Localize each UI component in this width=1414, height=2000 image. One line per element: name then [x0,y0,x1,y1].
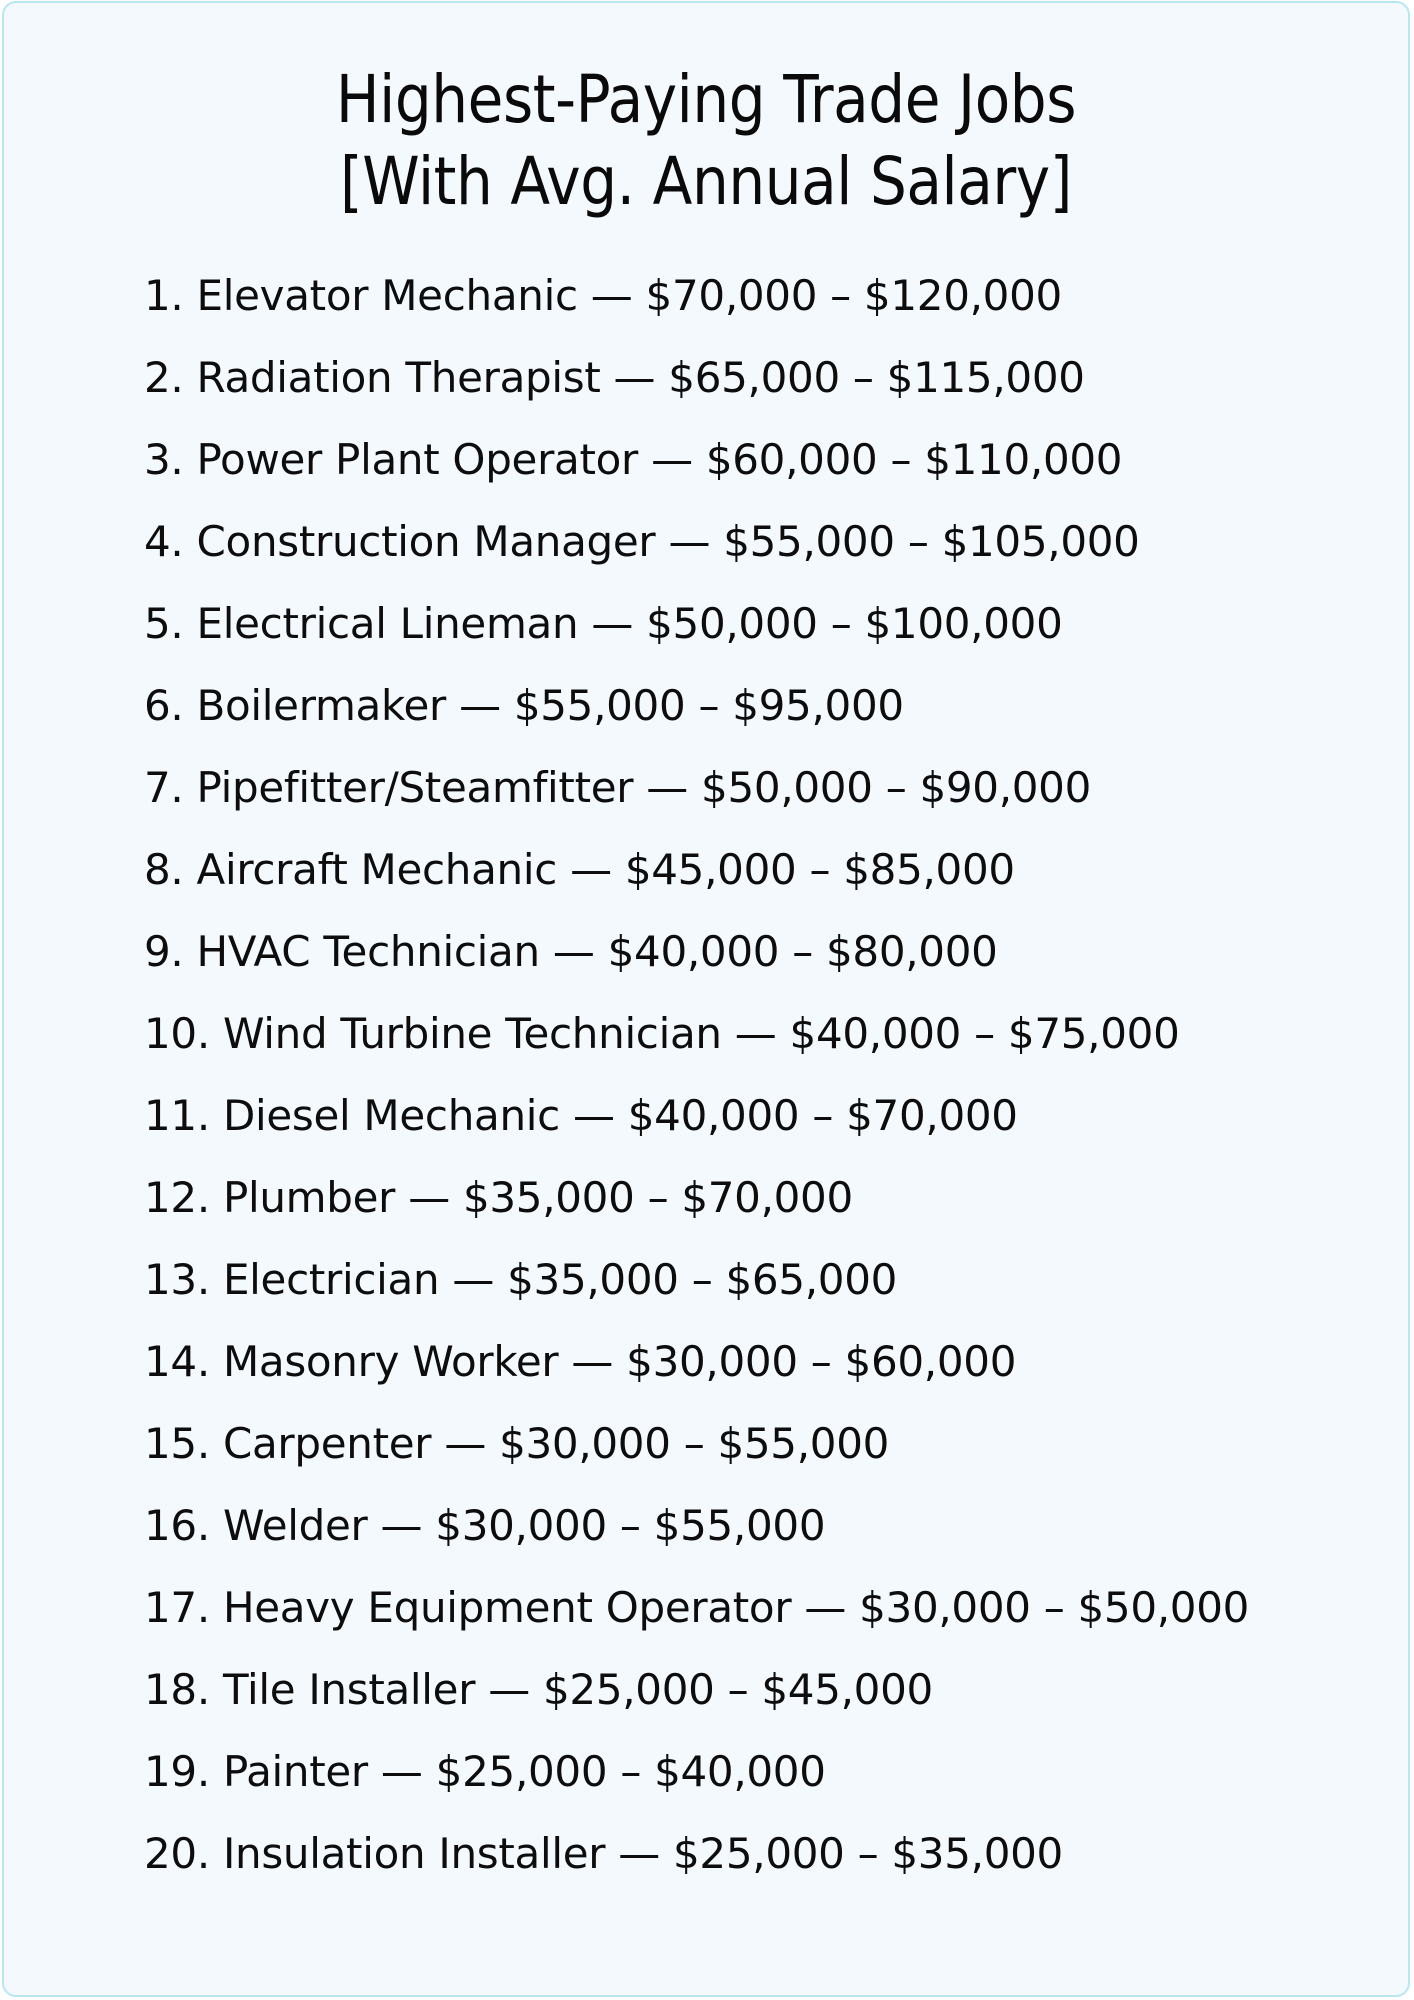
job-item-13: 13. Electrician — $35,000 – $65,000 [144,1255,898,1304]
job-item-1: 1. Elevator Mechanic — $70,000 – $120,000 [144,271,1062,320]
job-item-8: 8. Aircraft Mechanic — $45,000 – $85,000 [144,845,1015,894]
job-item-19: 19. Painter — $25,000 – $40,000 [144,1747,826,1796]
salary-card [2,1,1410,1997]
job-item-17: 17. Heavy Equipment Operator — $30,000 – $50,000 [144,1583,1250,1632]
job-item-6: 6. Boilermaker — $55,000 – $95,000 [144,681,904,730]
job-item-16: 16. Welder — $30,000 – $55,000 [144,1501,826,1550]
job-item-20: 20. Insulation Installer — $25,000 – $35,000 [144,1829,1063,1878]
job-item-12: 12. Plumber — $35,000 – $70,000 [144,1173,853,1222]
job-item-7: 7. Pipefitter/Steamfitter — $50,000 – $90,000 [144,763,1092,812]
page-title [88,59,1324,223]
job-item-14: 14. Masonry Worker — $30,000 – $60,000 [144,1337,1017,1386]
title-line-1: Highest-Paying Trade Jobs [335,61,1077,138]
job-item-4: 4. Construction Manager — $55,000 – $105,000 [144,517,1140,566]
job-item-2: 2. Radiation Therapist — $65,000 – $115,000 [144,353,1085,402]
job-item-11: 11. Diesel Mechanic — $40,000 – $70,000 [144,1091,1018,1140]
job-item-9: 9. HVAC Technician — $40,000 – $80,000 [144,927,998,976]
job-item-5: 5. Electrical Lineman — $50,000 – $100,000 [144,599,1063,648]
job-list [144,255,1249,1895]
job-item-18: 18. Tile Installer — $25,000 – $45,000 [144,1665,933,1714]
title-line-2: [With Avg. Annual Salary] [340,143,1072,220]
job-item-10: 10. Wind Turbine Technician — $40,000 – $75,000 [144,1009,1180,1058]
job-item-3: 3. Power Plant Operator — $60,000 – $110,000 [144,435,1123,484]
job-item-15: 15. Carpenter — $30,000 – $55,000 [144,1419,890,1468]
